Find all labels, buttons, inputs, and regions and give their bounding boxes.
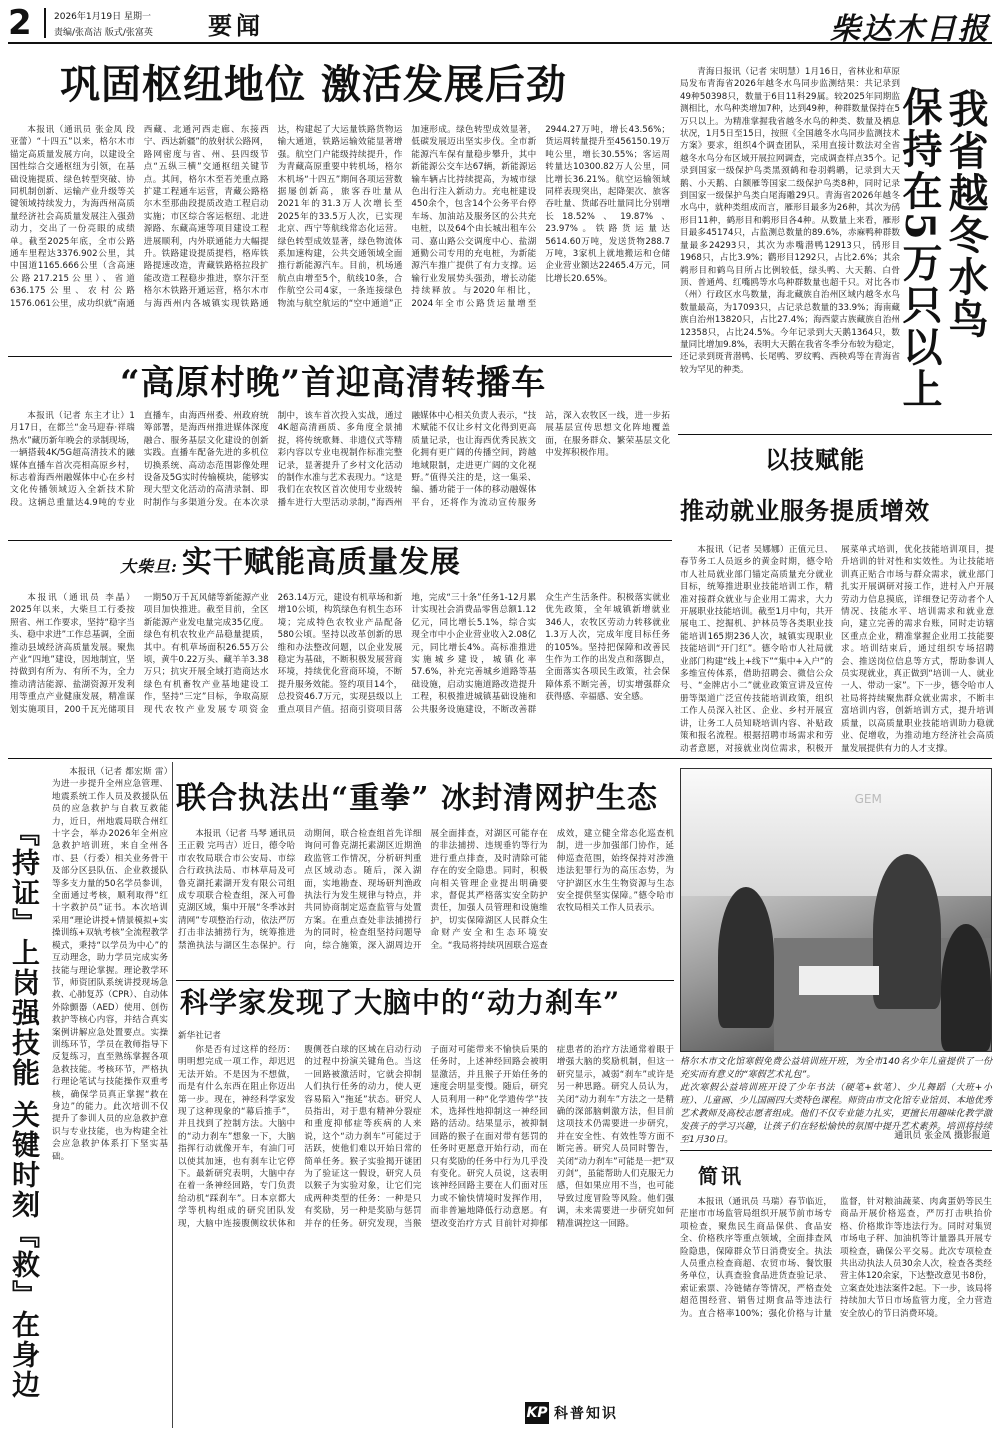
divider [8,540,672,541]
date-line: 2026年1月19日 星期一 [54,12,151,22]
article5-body: 本报讯（记者 吴娜娜）正值元旦、春节务工人员返乡的黄金时期，德令哈市人社局就业部门锚定高质量充分就业目标，统筹推进职业技能培训工作，精准对接群众就业与企业用工需求，大力开展职业技能培训。截至1月中旬，共开展电工、挖掘机、护林员等各类职业技能培训165期236人次，城镇实现职业技能培训“开门红”。德令哈市人社局就业部门构建“线上+线下”“集中+入户”的多维宣传体系，借助招聘会、微信公众号、“金牌店小二”就业政策宣讲及宣传册等渠道广泛宣传技能培训政策，组织工作人员深入社区、企业、乡村开展宣讲，让务工人员知晓培训内容、补贴政策和报名流程。根据招聘市场需求和劳动者意愿，对接就业岗位需求，积极开展菜单式培训，优化技能培训项目，提升培训的针对性和实效性。为让技能培训真正贴合市场与群众需求，就业部门扎实开展调研对接工作，进村入户开展劳动力信息摸底，详细登记劳动者个人情况、技能水平、培训需求和就业意向，建立完善的需求台账，同时走访辖区重点企业，精准掌握企业用工技能要求。培训结束后，通过组织专场招聘会、推送岗位信息等方式，帮助参训人员实现就业，真正做到“培训一人、就业一人、带动一家”。下一步，德令哈市人社局将持续聚焦群众就业需求，不断丰富培训内容，创新培训方式，提升培训质量，以高质量职业技能培训助力稳就业、促增收，为推动地方经济社会高质量发展提供有力的人才支撑。 [680,545,994,754]
briefs-body: 本报讯（通讯员 马瑞）春节临近，茫崖市市场监管局组织开展节前市场专项检查，聚焦民生商品保供、食品安全、价格秩序等重点领域，全面排查风险隐患，保障群众节日消费安全。执法人员重点检查商超、农贸市场、餐饮服务单位，认真查验食品进货查验记录、索证索票、冷链储存等情况，严格查处超范围经营、销售过期食品等违法行为。直合格率100%；强化价格与计量监督，针对粮油蔬菜、肉禽蛋奶等民生商品开展价格巡查，严厉打击哄抬价格、价格欺诈等违法行为。同时对集贸市场电子秤、加油机等计量器具开展专项检查，确保公平交易。此次专项检查共出动执法人员30余人次，检查各类经营主体120余家，下达整改意见书8份，立案查处违法案件2起。下一步，该局将持续加大节日市场监管力度，全力营造安全放心的节日消费环境。 [680,1197,992,1319]
article1-body: 本报讯（通讯员 张金凤 段亚蕾）“十四五”以来，格尔木市锚定高质量发展方向，以建设全国性综合交通枢纽为引领，在基础设施提质、绿色转型突破、协同机制创新、运输产业升级等关键领域持续发力，为海西州高质量经济社会高质量发展注入强劲动力，交出了一份亮眼的成绩单。截至2025年底，全市公路通车里程达3376.902公里，其中国道1165.666公里（含高速公路217.215公里）、省道636.175公里、农村公路1576.061公里，成功织就“南通西藏、北通河西走廊、东接西宁、西达新疆”的放射状公路网，路网密度与省、州、县四级节点“五纵三横”交通枢纽关键节点。其间，格尔木至若羌重点路扩建工程通车运营，青藏公路格尔木至那曲段提质改造工程启动实施；市区综合客运枢纽、北进源路、东藏高速等项目建设工程进展顺利，内外联通能力大幅提升。铁路建设提质提档，格库铁路提速改造，青藏铁路格拉段扩能改造工程稳步推进，察尔汗至格尔木铁路开通运营，格尔木市与海西州内各城镇实现铁路通达，构建起了大运量铁路货物运输大通道，铁路运输效能显著增强。航空门户能级持续提升，作为青藏高原重要中转机场，格尔木机场“十四五”期间各项运营数据屡创新高，旅客吞吐量从2021年的31.3万人次增长至2025年的33.5万人次，已实现北京、西宁等航线常态化运营。绿色转型成效显著，绿色物流体系加速构建，公共交通领域全面推行新能源汽车。目前，机场通航点由增至5个，航线10条，合作航空公司4家，一条连接绿色物流与航空航运的“空中通道”正加速形成。绿色转型成效显著，低碳发展迈出坚实步伐。全市新能源汽车保有量稳步攀升，其中新能源公交车达67辆，新能源运输车辆占比持续提高，为城市绿色出行注入新动力。充电桩建设450余个，包含14个公务平台停车场、加油站及服务区的公共充电桩，以及64个由长城出租车公司、嘉山路公交调度中心、盐湖通勤公司专用的充电桩，为新能源汽车推广提供了有力支撑。运输行业发展势头强劲，增长动能持续释放。与2020年相比，2024年全市公路货运量增至2944.27万吨，增长43.56%；货运周转量提升至456150.19万吨公里，增长30.55%；客运周转量达10300.82万人公里，同比增长36.21%。航空运输领域同样表现突出，起降架次、旅客吞吐量、货邮吞吐量同比分别增长18.52%、19.87%、23.97%。铁路货运量达5614.60万吨，发送货物288.7万吨，3家机上就地搬运和仓储企业营业额达22465.4万元，同比增长20.65%。 [10,125,670,309]
section-title: 要闻 [208,11,264,40]
page-number: 2 [8,3,32,43]
article4-kicker: 大柴旦: [120,557,178,576]
article4-headline [120,542,660,588]
article1-headline: 巩固枢纽地位 激活发展后劲 [60,61,567,108]
photo-children-calligraphy [680,768,992,1052]
photo-watermark: GEM [854,791,882,806]
article8-headline: 科学家发现了大脑中的“动力刹车” [180,986,621,1019]
masthead [8,3,992,47]
divider [680,1150,992,1151]
article2-headline-line1: 我省越冬水鸟 [942,88,989,340]
photo-caption-lead: 格尔木市文化馆寒假免费公益培训班开班，为全市140名少年儿童提供了一份充实而有意义的“寒假艺术礼包”。 [680,1057,992,1080]
article3-body: 本报讯（记者 东主才让）1月17日，在都兰“金马迎春·祥瑞热水”藏历新年晚会的录制现场，一辆搭载4K/5G超高清技术的融媒体直播车首次亮相高原乡村，标志着海西州融媒体中心在乡村文化传播领域迈入全新技术阶段。这辆总重量达4.9吨的专业直播车，由海西州委、州政府统筹部署，是海西州推进媒体深度融合、服务基层文化建设的创新实践。直播车配备先进的多机位切换系统、高动态范围影像处理设备及5G实时传输模块，能够实现大型文化活动的高清录制、即时制作与多渠道分发。在本次录制中，该车首次投入实战，通过4K超高清画质、多角度全景捕捉，将传统歌舞、非遗仪式等精彩内容以专业电视制作标准完整记录，显著提升了乡村文化活动的制作水准与艺术表现力。“这是我们在农牧区首次使用专业级转播车进行大型活动录制，”海西州融媒体中心相关负责人表示，“技术赋能不仅让乡村文化得到更高质量记录，也让海西优秀民族文化拥有更广阔的传播空间，跨越地域限制，走进更广阔的文化视野。”值得关注的是，这一集采、编、播功能于一体的移动融媒体平台，还将作为流动宣传服务站，深入农牧区一线，进一步拓展基层宣传思想文化阵地覆盖面，在服务群众、繁荣基层文化中发挥积极作用。 [10,411,670,508]
divider [8,356,672,357]
article5-headline-line2: 推动就业服务提质增效 [680,496,930,525]
article4-headline-text: 实干赋能高质量发展 [181,545,461,580]
photo-credit: 通讯员 张金凤 摄影报道 [894,1131,990,1141]
article3-headline: “高原村晚”首迎高清转播车 [120,363,547,403]
kp-label: 科普知识 [554,1406,618,1422]
divider [176,980,674,981]
article8-body: 你是否有过这样的经历：明明想完成一项工作，却迟迟无法开始。不是因为不想做，而是有什么东西在阻止你迈出第一步。现在，神经科学家发现了这种现象的“幕后推手”，并且找到了控制方法。大脑中的“动力刹车”想象一下，大脑指挥行动就像开车，有油门可以使其加速，也有刹车让它停下。最新研究表明，大脑中存在着一条神经回路，专门负责给动机“踩刹车”。日本京都大学等机构组成的研究团队发现，大脑中连接腹侧纹状体和腹侧苍白球的区域在启动行动的过程中扮演关键角色。当这一回路被激活时，它就会抑制人们执行任务的动力，使人更容易陷入“拖延”状态。研究人员指出，对于患有精神分裂症和重度抑郁症等疾病的人来说，这个“动力刹车”可能过于活跃，使他们难以开始日常的简单任务。猴子实验揭开谜团 为了验证这一假设，研究人员以猴子为实验对象，让它们完成两种类型的任务：一种是只有奖励，另一种是奖励与惩罚并存的任务。研究发现，当猴子面对可能带来不愉快后果的任务时，上述神经回路会被明显激活，并且猴子开始任务的速度会明显变慢。随后，研究人员利用一种“化学遗传学”技术，选择性地抑制这一神经回路的活动。结果显示，被抑制回路的猴子在面对带有惩罚的任务时更愿意开始行动，而在只有奖励的任务中行为几乎没有变化。研究人员说，这表明该神经回路主要在人们面对压力或不愉快情境时发挥作用，而非普遍地降低行动意愿。有望改变治疗方式 目前针对抑郁症患者的治疗方法通常着眼于增强大脑的奖励机制，但这一研究显示，减弱“刹车”或许是另一种思路。研究人员认为，关闭“动力刹车”方法之一是精确的深部脑刺激方法，但目前这项技术仍需要进一步研究，并在安全性、有效性等方面不断完善。研究人员同时警告，关闭“动力刹车”可能是一把“双刃剑”，虽能帮助人们克服无力感，但如果应用不当，也可能导致过度冒险等风险。他们强调，未来需要进一步研究如何精准调控这一回路。 [178,1045,674,1229]
article5-headline-line1: 以技赋能 [765,445,865,474]
divider [678,434,992,435]
article7-body: 本报讯（记者 都宏斯 雷）为进一步提升全州应急管理、地震系统工作人员及救援队伍员的应急救护与自救互救能力，近日，州地震局联合州红十字会，举办2026年全州应急救护培训班，来自全州各市、县（行委）相关业务骨干及部分区县队伍、企业救援队等多支力量的50名学员参训，全面通过考核，顺利取得“红十字救护员”证书。本次培训采用“理论讲授+情景模拟+实操训练+双轨考核”全流程教学模式，秉持“以学员为中心”的互动理念，助力学员完成实务技能与理论掌握。理论教学环节，师资团队系统讲授现场急救、心肺复苏（CPR）、自动体外除颤器（AED）使用、创伤救护等核心内容，并结合真实案例讲解应急处置要点。实操训练环节，学员在教师指导下反复练习，直至熟练掌握各项急救技能。考核环节，严格执行理论笔试与技能操作双重考核，确保学员真正掌握“救在身边”的能力。此次培训不仅提升了参训人员的应急救护意识与专业技能，也为构建全社会应急救护体系打下坚实基础。 [52,767,168,1162]
editors-line: 责编/张高洁 版式/张富英 [54,28,153,38]
masthead-divider [44,8,46,38]
kp-badge: KP [525,1402,549,1424]
divider [8,758,992,759]
article6-headline: 联合执法出“重拳” 冰封清网护生态 [176,781,658,816]
divider [172,762,173,1428]
article7-headline: 『持证』上岗强技能 关键时刻『救』在身边 [8,818,41,1400]
photo-caption-body: 此次寒假公益培训班开设了少年书法（硬笔+软笔）、少儿舞蹈（大班+小班）、儿童画、少儿国画四大类特色课程。师资由市文化馆专业馆员、本地优秀艺术教师及高校志愿者组成。他们不仅专业能力扎实，更擅长用趣味化教学激发孩子的学习兴趣，让孩子们在轻松愉快的氛围中提升艺术素养。培训将持续至1月30日。 [680,1083,992,1145]
article8-byline: 新华社记者 [178,1031,221,1041]
article2-body: 青海日报讯（记者 宋明慧）1月16日，省林业和草原局发布青海省2026年越冬水鸟同步监测结果：共记录到49种50398只，数量于6目11科29属。较2025年同期监测相比，水鸟种类增加7种，达到49种，种群数量保持在5万只以上。为精准掌握我省越冬水鸟的种类、数量及栖息状况，1月5日至15日，按照《全国越冬水鸟同步监测技术方案》要求，组织4个调查团队，采用直接计数法对全省越冬水鸟分布区域开展拉网调查，完成调查样点35个。记录到国家一级保护鸟类黑颈鹤和卷羽鹈鹕，记录到大天鹅、小天鹅、白额雁等国家二级保护鸟类8种，同时记录到国家一级保护鸟类白尾海雕29只。青海省2026年越冬水鸟中，就种类组成而言，雁形目最多为26种，其次为鸻形目11种，鹤形目和鹈形目各4种。从数量上来看，雁形目最多45174只，占监测总数量的89.6%，赤麻鸭种群数量最多24293只，其次为赤嘴潜鸭12913只，鸻形目1968只，占比3.9%；鹳形目1292只，占比2.6%；其余鹈形目和鹤鸟目所占比例较低，绿头鸭、大天鹅、白骨顶、普通鸬、红嘴鸥等水鸟种群数量也超千只。对比各市（州）行政区水鸟数量，海北藏族自治州区域内越冬水鸟数量最高，为17093只，占记录总数量的33.9%；海南藏族自治州13820只，占比27.4%；海西蒙古族藏族自治州12358只，占比24.5%。今年记录到大天鹅1364只，数量同比增加9.8%，表明大天鹅在我省冬季分布较为稳定，还记录到斑背潜鸭、长尾鸭、罗纹鸭、西秧鸡等在青海省较为罕见的种类。 [680,67,900,375]
briefs-tag: 简讯 [698,1164,744,1188]
paper-name: 柴达木日报 [830,12,990,47]
article2-headline-line2: 保持在5万只以上 [896,86,943,410]
article4-body: 本报讯（通讯员 李晶）2025年以来，大柴旦工行委按照省、州工作要求，坚持“稳字当头、稳中求进”工作总基调，全面推动县域经济高质量发展。聚焦产业“四地”建设，因地制宜，坚持做到有所为、有所不为，全力推动清洁能源、盐湖资源开发利用等重点产业健康发展，精准谋划实施项目，200千瓦光储项目一期50万千瓦风储等新能源产业项目加快推进。截至目前，全区新能源产业发电量完成35亿度。绿色有机农牧业产品稳量提质，其中。有机草场面积26.55万公顷，黄牛0.22万头、藏羊羊3.38万只；抗灾开展全域打造商达水绿色有机畜牧产业基地建设工作，坚持“三定”目标，争取高原现代农牧产业发展专项资金263.14万元，建设有机草场和新增10公顷，构筑绿色有机生态环境；完成特色农牧业产品配备580公顷。坚持以改革创新的思维和办法整改问题，以企业发展稳定为基础，不断积极发展营商环境，持续优化营商环境，不断提升服务效能。签约项目14个，总投资46.7万元，实现县级以上重点项目产值。招商引资项目落地，完成“三十条”任务1-12月累计实现社会消费品零售总额1.12亿元，同比增长5.1%，综合实现全市中小企业营业收入2.08亿元，同比增长4%。高标准推进实施城乡建设，城镇化率57.6%，补充完善城乡道路等基础设施，启动实施道路改造提升工程，积极推进城镇基础设施和公共服务设施建设，不断改善群众生产生活条件。积极落实就业优先政策，全年城镇新增就业346人，农牧区劳动力转移就业1.3万人次，完成年度目标任务的105%。坚持把保障和改善民生作为工作的出发点和落脚点，全面落实各项民生政策，社会保障体系不断完善，切实增强群众获得感、幸福感、安全感。 [10,593,670,715]
article6-body: 本报讯（记者 马琴 通讯员 王正毅 完玛吉）近日，德令哈市农牧局联合市公安局、市综合行政执法局、市林草局及可鲁克湖托素湖开发有限公司组成专项联合检查组，深入可鲁克湖区域，集中开展“冬季冰封清网”专项整治行动，依法严厉打击非法捕捞行为，统筹推进禁渔执法与湖区生态保护。行动期间，联合检查组首先详细询问可鲁克湖托素湖区近期渔政监管工作情况，分析研判重点区域动态。随后，深入湖面，实地勘查、现场研判渔政执法行为发生规律与特点，并共同协商制定巡查监管与处置方案。在重点查处非法捕捞行为的同时，检查组坚持问题导向，综合施策，深入湖周边开展全面排查，对湖区可能存在的非法捕捞、违规垂钓等行为进行重点排查，及时清除可能存在的安全隐患。同时，积极向相关管理企业提出明确要求，督促其严格落实安全防护责任，加强人员管理和设施维护，切实保障湖区人民群众生命财产安全和生态环境安全。“我局将持续巩固联合巡查成效，建立健全常态化巡查机制，进一步加强部门协作，延伸巡查范围，始终保持对涉渔违法犯罪行为的高压态势，为守护湖区水生生物资源与生态安全提供坚实保障。”德令哈市农牧局相关工作人员表示。 [178,829,674,951]
